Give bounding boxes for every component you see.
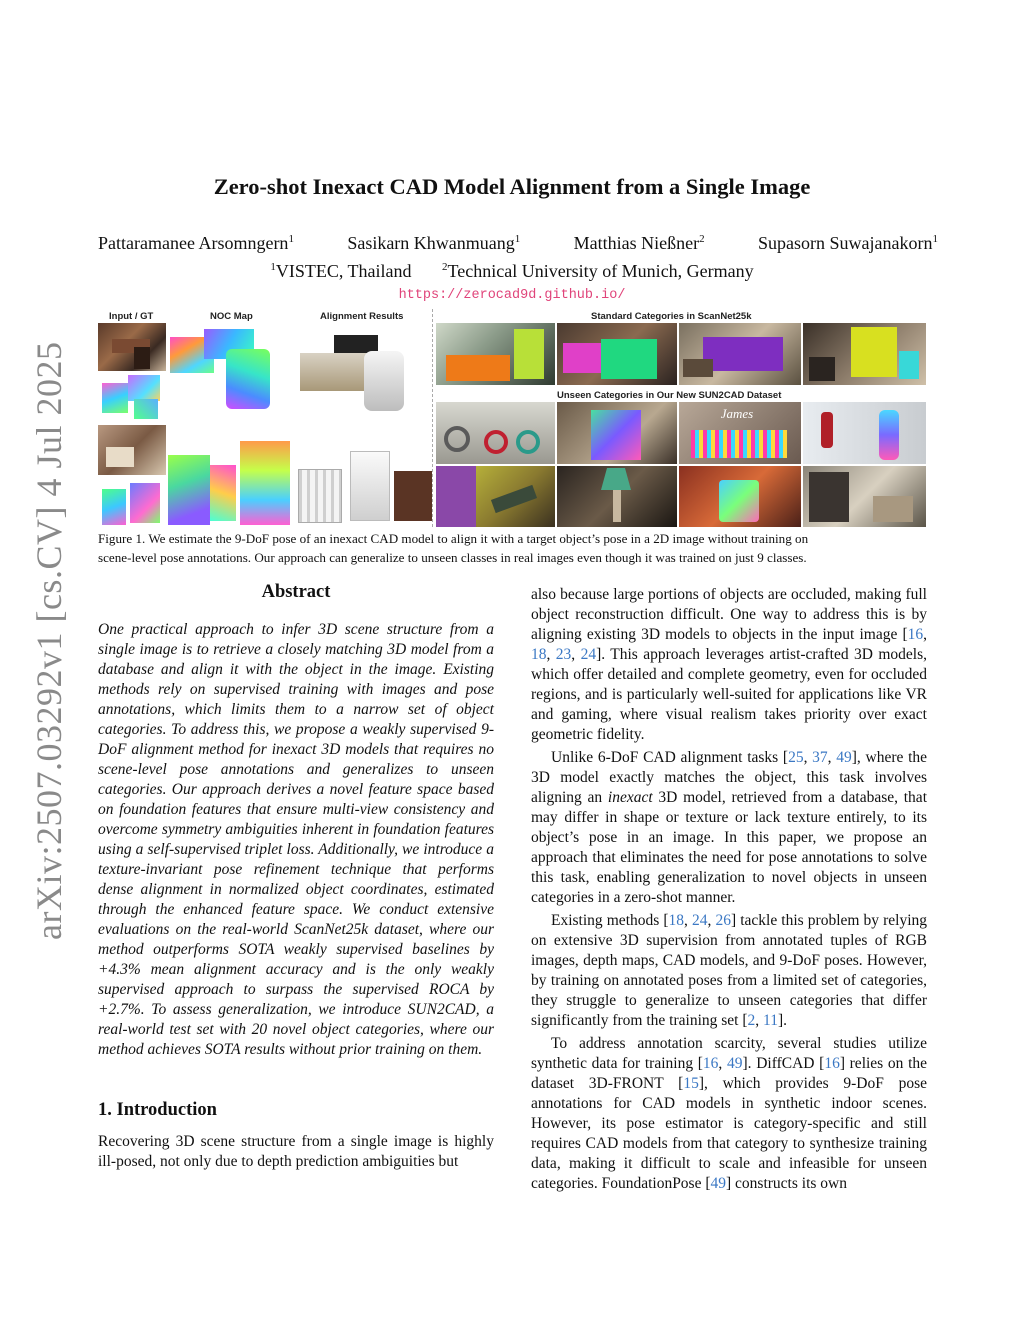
unseen-example-dish-rack [679, 402, 801, 464]
citation-link[interactable]: 16 [702, 1055, 719, 1072]
citation-link[interactable]: 26 [715, 912, 731, 929]
citation-link[interactable]: 25 [788, 749, 804, 766]
citation-link[interactable]: 49 [836, 749, 852, 766]
citation-link[interactable]: 24 [580, 646, 597, 663]
figure-header-noc-map: NOC Map [210, 311, 253, 322]
figure-header-alignment-results: Alignment Results [320, 311, 404, 322]
unseen-example-bicycle-input [436, 402, 555, 464]
citation-link[interactable]: 2 [747, 1012, 756, 1029]
citation-link[interactable]: 49 [726, 1055, 743, 1072]
standard-example-shelf [803, 323, 926, 385]
caption-line: Figure 1. We estimate the 9-DoF pose of an inexact CAD model to align it with a target object’s pose in a 2D image without training on [98, 531, 809, 546]
introduction-heading: 1. Introduction [98, 1100, 217, 1120]
abstract-heading: Abstract [261, 582, 331, 602]
noc-map-desk [166, 323, 292, 423]
standard-example-sofa [436, 323, 555, 385]
caption-line: scene-level pose annotations. Our approach can generalize to unseen classes in real images even though it was trained on just 9 classes. [98, 549, 807, 565]
author-list [98, 233, 938, 254]
affiliation: $^2$Technical University of Munich, Germany [442, 261, 754, 281]
alignment-result-bedroom [294, 425, 432, 527]
affiliations [0, 261, 1024, 282]
citation-link[interactable]: 16 [907, 626, 924, 643]
citation-link[interactable]: 11 [763, 1012, 778, 1029]
paper-title: Zero-shot Inexact CAD Model Alignment from a Single Image [213, 174, 811, 199]
unseen-example-room [803, 466, 926, 527]
paragraph: Existing methods [18, 24, 26] tackle this problem by relying on extensive 3D supervision from annotated tuples of RGB images, depth maps, CAD models, and 9-DoF poses. However, by training on annotated poses from a limited set of categories, they struggle to generalize to unseen categories that differ significantly from the training set [2, 11]. [531, 912, 928, 1029]
abstract-body: One practical approach to infer 3D scene structure from a single image is to retrieve a closely matching 3D model from a database and align it with the object in the image. Existing methods rely on supervised training with images and pose annotations, which limits them to a narrow set of object categories. To address this, we propose a weakly supervised 9-DoF alignment method for inexact 3D models that requires no scene-level pose annotations and generalizes to unseen categories. Our approach derives a novel feature space based on foundation features that ensure multi-view consistency and overcome symmetry ambiguities inherent in foundation features using a self-supervised triplet loss. Additionally, we introduce a texture-invariant pose refinement technique that performs dense alignment in normalized object coordinates, estimated through the enhanced feature space. We conduct extensive evaluations on the real-world ScanNet25k dataset, where our method outperforms SOTA weakly supervised baselines by +4.3% mean alignment accuracy and is the only weakly supervised approach to surpass the supervised ROCA by +2.7%. To assess generalization, we introduce SUN2CAD, a real-world test set with 20 novel object categories, where our method achieves SOTA results without prior training on them. [98, 621, 494, 1058]
paragraph: Unlike 6-DoF CAD alignment tasks [25, 37, 49], where the 3D model exactly matches the object, this task involves aligning an inexact 3D model, retrieved from a database, that may differ in shape or texture or lack texture entirely, to its object’s pose in an image. In this paper, we propose an approach that eliminates the need for pose annotations to solve this task, enabling generalization to novel objects in unseen categories in a zero-shot manner. [531, 749, 928, 906]
citation-link[interactable]: 49 [710, 1175, 727, 1192]
introduction-paragraph: Recovering 3D scene structure from a single image is highly ill-posed, not only due to depth prediction ambiguities but [98, 1133, 494, 1170]
left-column [98, 582, 494, 1172]
citation-link[interactable]: 37 [812, 749, 828, 766]
citation-link[interactable]: 18 [668, 912, 685, 929]
gt-noc-bedroom [98, 475, 166, 527]
citation-link[interactable]: 15 [683, 1075, 699, 1092]
figure-caption [98, 530, 926, 567]
figure-header-standard-categories: Standard Categories in ScanNet25k [591, 311, 752, 322]
citation-link[interactable]: 18 [531, 646, 547, 663]
paragraph: also because large portions of objects are occluded, making full object reconstruction difficult. One way to address this is by aligning existing 3D models to objects in the input image [16, 18, 23, 24]. This approach leverages artist-crafted 3D models, which offer detailed and complete geometry, even for occluded regions, and is particularly well-suited for applications like VR and gaming, where visual realism takes priority over exact geometric fidelity. [531, 586, 927, 743]
standard-example-bed [557, 323, 677, 385]
arxiv-stamp: arXiv:2507.03292v1 [cs.CV] 4 Jul 2025 [29, 341, 69, 940]
author: Supasorn Suwajanakorn$^1$ [758, 233, 938, 253]
right-column [531, 585, 927, 1194]
unseen-example-lamp [557, 466, 677, 527]
unseen-example-keyboard [436, 466, 555, 527]
input-image-desk [98, 323, 166, 371]
project-url-link[interactable]: https://zerocad9d.github.io/ [398, 288, 626, 303]
author: Matthias Nießner$^2$ [573, 233, 705, 253]
citation-link[interactable]: 24 [692, 912, 708, 929]
author: Sasikarn Khwanmuang$^1$ [347, 233, 521, 253]
unseen-example-fire-extinguisher [803, 402, 926, 464]
author: Pattaramanee Arsomngern$^1$ [98, 233, 294, 253]
alignment-result-desk [294, 323, 432, 423]
figure-header-unseen-categories: Unseen Categories in Our New SUN2CAD Dataset [557, 390, 782, 401]
unseen-example-coffee-machine [557, 402, 677, 464]
unseen-example-mug [679, 466, 801, 527]
figure-divider [432, 309, 433, 527]
citation-link[interactable]: 16 [824, 1055, 840, 1072]
paragraph: To address annotation scarcity, several studies utilize synthetic data for training [16, 49]. DiffCAD [16] relies on the dataset 3D-FRONT [15], which provides 9-DoF pose annotations for CAD models in synthetic indoor scenes. However, its pose estimator is category-specific and still requires CAD models from that category to synthesize training data, making it difficult to scale and infeasible for unseen categories. FoundationPose [49] constructs its own [531, 1035, 928, 1192]
noc-map-bedroom [166, 425, 292, 527]
watermark-text: James [720, 406, 754, 421]
figure-header-input-gt: Input / GT [109, 311, 154, 322]
figure-1 [98, 309, 926, 527]
citation-link[interactable]: 23 [555, 646, 572, 663]
affiliation: $^1$VISTEC, Thailand [270, 261, 412, 281]
gt-noc-desk [98, 371, 166, 423]
input-image-bedroom [98, 425, 166, 475]
standard-example-table [679, 323, 801, 385]
